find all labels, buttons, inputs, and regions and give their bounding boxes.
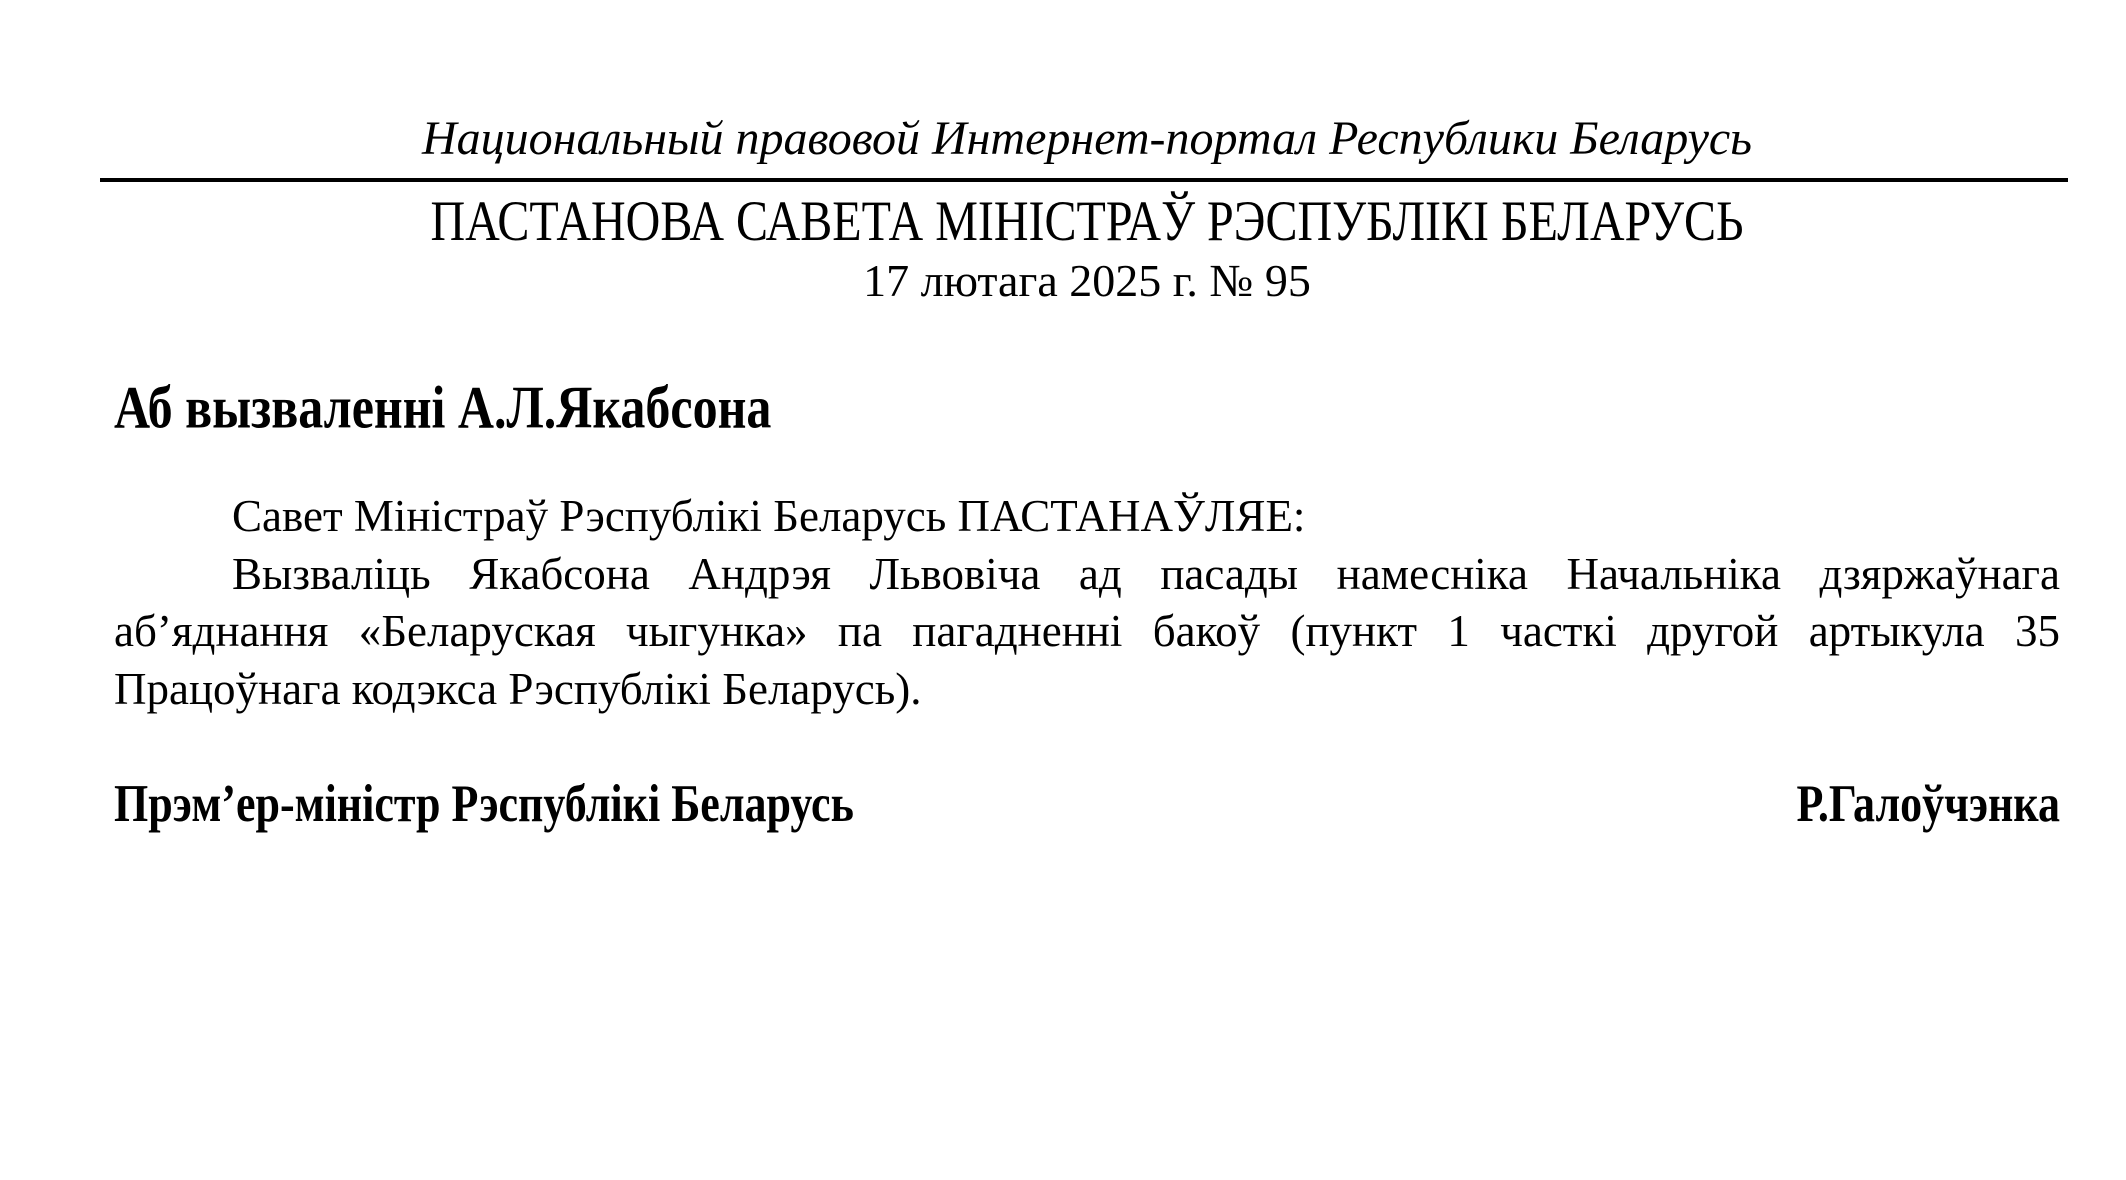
body-paragraph-decision: Вызваліць Якабсона Андрэя Львовіча ад пасады намесніка Начальніка дзяржаўнага аб’яднання «Беларуская чыгунка» па пагадненні бакоў (пункт 1 часткі другой артыкула 35 Працоўнага кодэкса Рэспублікі Беларусь).: [114, 548, 2060, 714]
document-title-text: ПАСТАНОВА САВЕТА МІНІСТРАЎ РЭСПУБЛІКІ БЕЛАРУСЬ: [430, 189, 1744, 254]
document-subject-text: Аб вызваленні А.Л.Якабсона: [114, 373, 772, 441]
document-body: [114, 488, 2060, 718]
document-title: [114, 189, 2060, 254]
signature-row: [114, 776, 2060, 832]
document-date-number-text: 17 лютага 2025 г. № 95: [863, 255, 1311, 306]
document-date-number: [114, 252, 2060, 310]
portal-header-text: Национальный правовой Интернет-портал Республики Беларусь: [421, 112, 1753, 165]
signature-position: Прэм’ер-міністр Рэспублікі Беларусь: [114, 774, 854, 833]
body-paragraph-resolves: Савет Міністраў Рэспублікі Беларусь ПАСТАНАЎЛЯЕ:: [232, 491, 1306, 541]
document-subject-heading: [114, 373, 2060, 441]
header-rule: [100, 178, 2068, 182]
signature-name: Р.Галоўчэнка: [1796, 774, 2060, 833]
portal-header: [114, 0, 2060, 166]
